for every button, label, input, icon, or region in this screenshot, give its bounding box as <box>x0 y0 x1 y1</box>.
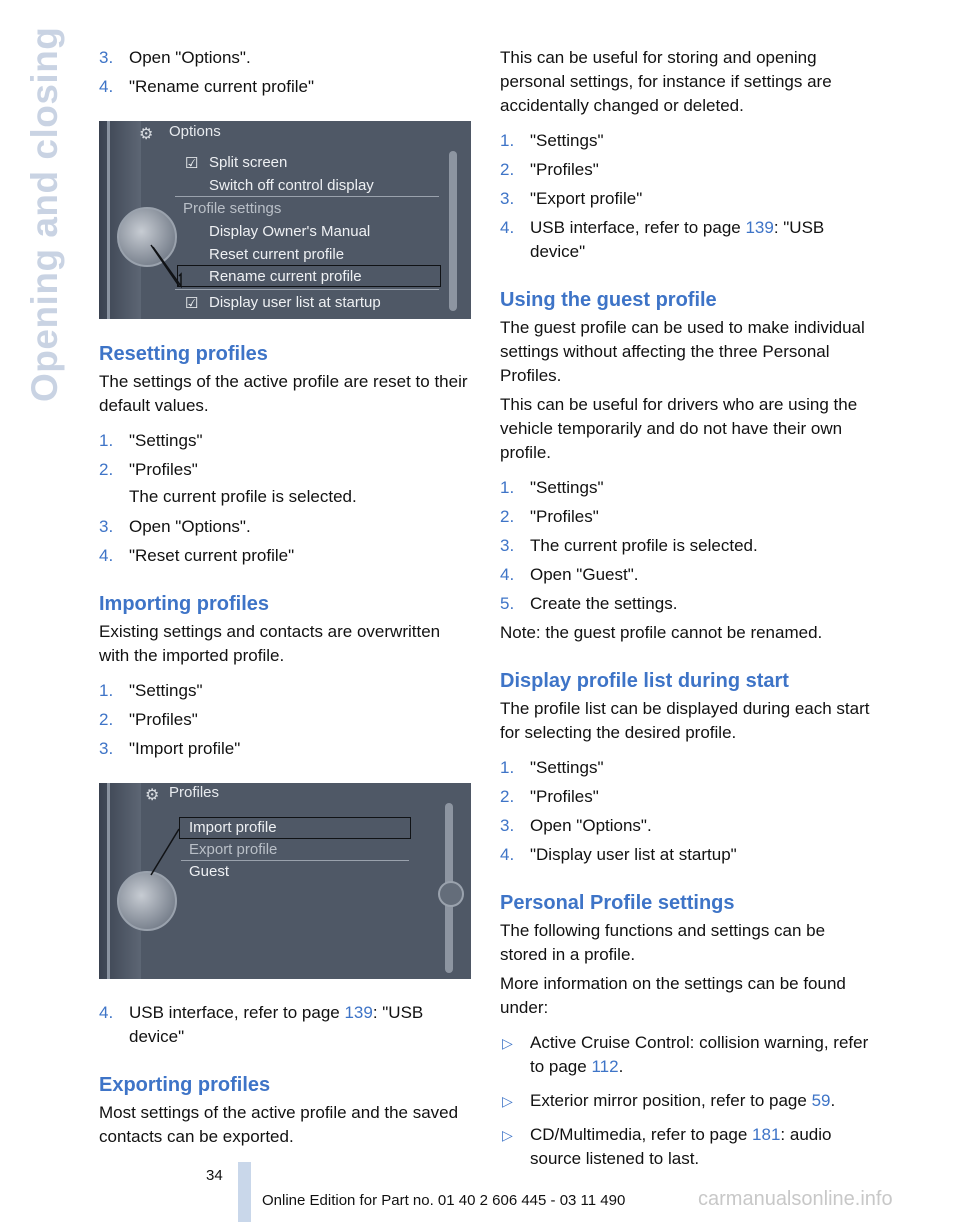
export-steps <box>500 129 876 264</box>
edition-note: Online Edition for Part no. 01 40 2 606 445 - 03 11 490 <box>262 1192 626 1209</box>
page-link[interactable]: 139 <box>344 1003 373 1022</box>
menu-item-display-user-list: Display user list at startup <box>209 294 381 311</box>
heading-personal-profile-settings: Personal Profile settings <box>500 892 735 914</box>
list-item: ▷ Exterior mirror position, refer to page 59. <box>500 1089 876 1113</box>
heading-exporting-profiles: Exporting profiles <box>99 1074 271 1096</box>
heading-importing-profiles: Importing profiles <box>99 593 269 615</box>
guest-steps <box>500 476 876 616</box>
gear-icon: ⚙ <box>139 126 154 143</box>
menu-item-display-owners-manual: Display Owner's Manual <box>209 223 371 240</box>
paragraph: The profile list can be displayed during each start for selecting the desired profile. <box>500 699 870 742</box>
options-menu-screenshot <box>99 121 471 319</box>
step-note: The current profile is selected. <box>129 487 357 506</box>
menu-item-export-profile: Export profile <box>189 841 278 858</box>
import-steps <box>99 679 474 761</box>
triangle-bullet-icon: ▷ <box>502 1093 513 1109</box>
left-column <box>99 46 474 1154</box>
heading-display-profile-list: Display profile list during start <box>500 670 789 692</box>
scrollbar <box>449 151 457 311</box>
page-link[interactable]: 181 <box>752 1125 781 1144</box>
list-item: 1. "Settings" <box>99 681 203 700</box>
callout-line <box>99 783 471 979</box>
list-item: 1. "Settings" <box>500 758 604 777</box>
screen-title: Options <box>169 123 221 140</box>
menu-item-guest: Guest <box>189 863 230 880</box>
paragraph: The settings of the active profile are reset to their default values. <box>99 372 468 415</box>
menu-item-import-profile: Import profile <box>189 819 277 836</box>
paragraph: More information on the settings can be found under: <box>500 974 846 1017</box>
list-item: 4. "Reset current profile" <box>99 546 295 565</box>
paragraph: The following functions and settings can be stored in a profile. <box>500 921 826 964</box>
list-item: 1. "Settings" <box>500 478 604 497</box>
list-item: 3. Open "Options". <box>500 816 652 835</box>
watermark: carmanualsonline.info <box>698 1188 893 1210</box>
list-item: 3. "Import profile" <box>99 739 241 758</box>
list-item: 3. "Export profile" <box>500 189 643 208</box>
right-column <box>500 46 876 1181</box>
note: Note: the guest profile cannot be renamed. <box>500 623 823 642</box>
options-icon <box>438 881 464 907</box>
list-item: 1. "Settings" <box>500 131 604 150</box>
list-item: 2. "Profiles" <box>500 787 599 806</box>
list-item: 2. "Profiles" <box>99 710 198 729</box>
profiles-menu-screenshot <box>99 783 471 979</box>
list-item: 4. USB interface, refer to page 139: "USB device" <box>99 1003 424 1046</box>
paragraph: This can be useful for storing and opening personal settings, for instance if settings are accidentally changed or deleted. <box>500 48 832 115</box>
list-item: 4. "Rename current profile" <box>99 77 314 96</box>
list-item: 4. "Display user list at startup" <box>500 845 737 864</box>
page-number: 34 <box>206 1167 223 1184</box>
triangle-bullet-icon: ▷ <box>502 1035 513 1051</box>
paragraph: The guest profile can be used to make individual settings without affecting the three Personal Profiles. <box>500 318 865 385</box>
list-item: 1. "Settings" <box>99 431 203 450</box>
menu-item-switch-off-display: Switch off control display <box>209 177 374 194</box>
page-link[interactable]: 112 <box>591 1057 619 1076</box>
paragraph: Most settings of the active profile and the saved contacts can be exported. <box>99 1103 459 1146</box>
display-steps <box>500 756 876 867</box>
list-item: 2. "Profiles" <box>500 507 599 526</box>
paragraph: This can be useful for drivers who are using the vehicle temporarily and do not have their own profile. <box>500 395 858 462</box>
rename-steps <box>99 46 474 99</box>
list-item: ▷ Active Cruise Control: collision warning, refer to page 112. <box>502 1033 869 1076</box>
heading-resetting-profiles: Resetting profiles <box>99 343 268 365</box>
gear-icon: ⚙ <box>145 787 160 804</box>
heading-guest-profile: Using the guest profile <box>500 289 717 311</box>
menu-item-rename-current-profile: Rename current profile <box>209 268 362 285</box>
list-item: ▷ CD/Multimedia, refer to page 181: audio source listened to last. <box>502 1125 832 1168</box>
list-item: 4. Open "Guest". <box>500 565 639 584</box>
list-item: 2. "Profiles" <box>500 160 599 179</box>
menu-item-reset-current-profile: Reset current profile <box>209 246 345 263</box>
list-item: 3. The current profile is selected. <box>500 536 758 555</box>
page-link[interactable]: 59 <box>811 1091 831 1110</box>
list-item: 3. Open "Options". <box>99 517 251 536</box>
checkbox-checked-icon: ☑ <box>185 295 199 312</box>
list-item: 5. Create the settings. <box>500 594 678 613</box>
list-item: 2. "Profiles" <box>99 460 198 479</box>
paragraph: Existing settings and contacts are overwritten with the imported profile. <box>99 622 441 665</box>
footer-bar <box>238 1162 251 1222</box>
screen-title: Profiles <box>169 784 220 801</box>
section-tab: Opening and closing <box>24 26 65 402</box>
list-item: 4. USB interface, refer to page 139: "USB device" <box>500 218 825 261</box>
menu-heading-profile-settings: Profile settings <box>183 200 282 217</box>
settings-bullets <box>500 1031 876 1171</box>
checkbox-checked-icon: ☑ <box>185 155 199 172</box>
triangle-bullet-icon: ▷ <box>502 1127 513 1143</box>
menu-item-split-screen: Split screen <box>209 154 288 171</box>
page-link[interactable]: 139 <box>745 218 774 237</box>
reset-steps <box>99 429 474 482</box>
list-item: 3. Open "Options". <box>99 48 251 67</box>
